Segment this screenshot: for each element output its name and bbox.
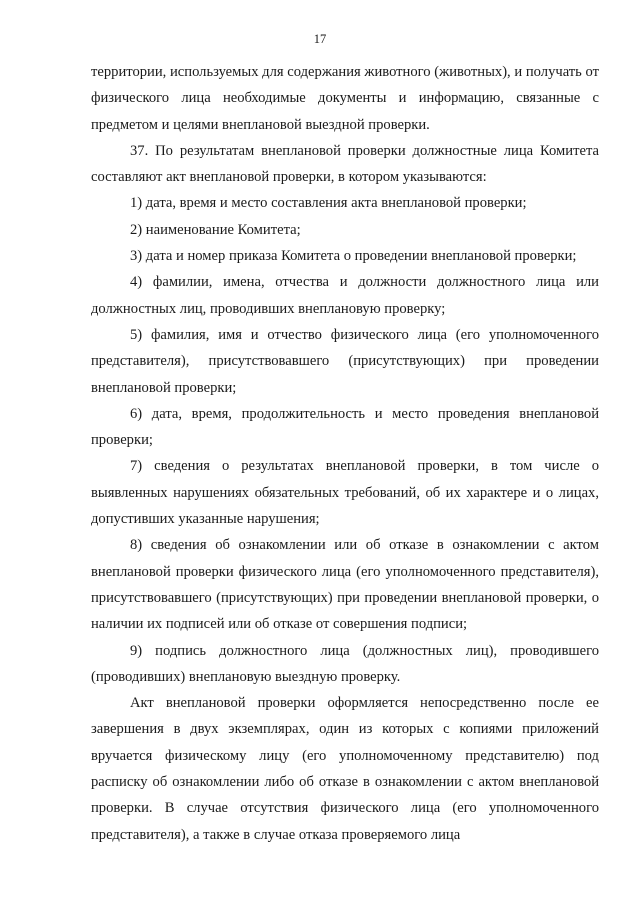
paragraph-clause-37: 37. По результатам внеплановой проверки должностные лица Комитета составляют акт внеплановой проверки, в котором указываются: (91, 142, 599, 186)
paragraph-act-registration: Акт внеплановой проверки оформляется непосредственно после ее завершения в двух экземплярах, один из которых с копиями приложений вручается физическому лицу (его уполномоченному представителю) под расписку об ознакомлении либо об отказе в ознакомлении с актом внеплановой проверки. В случае отсутствия физического лица (его уполномоченного представителя), а также в случае отказа проверяемого лица (91, 695, 599, 843)
document-body (91, 59, 599, 848)
list-item-7: 7) сведения о результатах внеплановой проверки, в том числе о выявленных нарушениях обязательных требований, об их характере и о лицах, допустивших указанные нарушения; (91, 458, 599, 528)
page-number: 17 (313, 32, 327, 46)
list-item-6: 6) дата, время, продолжительность и место проведения внеплановой проверки; (91, 405, 599, 449)
list-item-1: 1) дата, время и место составления акта внеплановой проверки; (130, 195, 527, 212)
list-item-2: 2) наименование Комитета; (130, 221, 301, 238)
paragraph-continuation: территории, используемых для содержания животного (животных), и получать от физического лица необходимые документы и информацию, связанные с предметом и целями внеплановой выездной проверки. (91, 64, 599, 133)
list-item-4: 4) фамилии, имена, отчества и должности должностного лица или должностных лиц, проводивших внеплановую проверку; (91, 274, 599, 317)
list-item-9: 9) подпись должностного лица (должностных лиц), проводившего (проводивших) внеплановую выездную проверку. (91, 642, 599, 685)
list-item-3: 3) дата и номер приказа Комитета о проведении внеплановой проверки; (130, 248, 577, 265)
list-item-8: 8) сведения об ознакомлении или об отказе в ознакомлении с актом внеплановой проверки физического лица (его уполномоченного представителя), присутствовавшего (присутствующих) при проведении внеплановой проверки, о наличии их подписей или об отказе от совершения подписи; (91, 537, 599, 633)
list-item-5: 5) фамилия, имя и отчество физического лица (его уполномоченного представителя), присутствовавшего (присутствующих) при проведении внеплановой проверки; (91, 326, 599, 396)
